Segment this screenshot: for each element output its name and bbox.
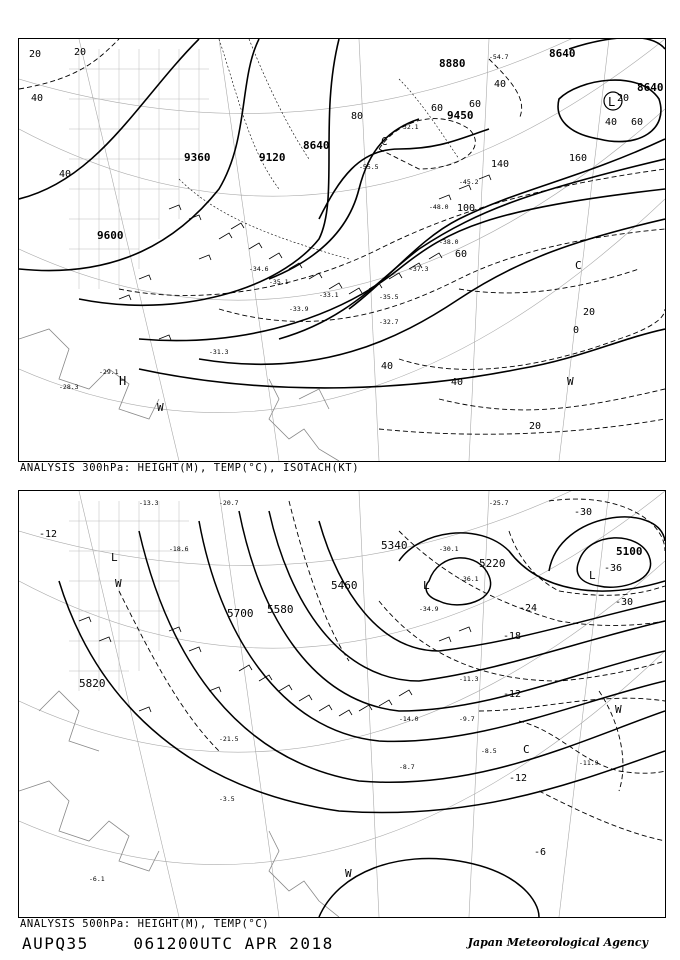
height-label: 9450 <box>447 109 474 122</box>
temp-sample: -52.1 <box>399 123 419 131</box>
chart-identifier <box>22 934 334 953</box>
height-label: 9120 <box>259 151 286 164</box>
temp-sample: -35.5 <box>379 293 399 301</box>
agency-credit: Japan Meteorological Agency <box>467 936 648 949</box>
temp-sample: -34.6 <box>249 265 269 273</box>
temp-sample: -3.5 <box>219 795 235 803</box>
isotach-label: 60 <box>455 249 468 260</box>
temp-sample: -36.1 <box>459 575 479 583</box>
isotach-label: 40 <box>59 169 72 180</box>
height-label: 5460 <box>331 579 358 592</box>
temp-sample: -6.1 <box>89 875 105 883</box>
temp-sample: -28.3 <box>59 383 79 391</box>
height-label: 9360 <box>184 151 211 164</box>
height-label: 5580 <box>267 603 294 616</box>
map-500-svg <box>19 491 665 917</box>
temp-sample: -34.9 <box>419 605 439 613</box>
height-label: 8880 <box>439 57 466 70</box>
isotach-label: 0 <box>573 325 580 336</box>
isotach-label: 20 <box>74 47 87 58</box>
isotach-label: 100 <box>457 203 476 214</box>
center-label-warm: W <box>345 867 352 880</box>
temp-sample: -11.3 <box>459 675 479 683</box>
isotach-label: 20 <box>29 49 42 60</box>
height-contours-500 <box>59 511 665 917</box>
center-label-cold: C <box>381 135 388 148</box>
chart-id-code: AUPQ35 <box>22 934 89 953</box>
graticule-300 <box>19 39 665 461</box>
isotach-label: 140 <box>491 159 510 170</box>
coastline-300 <box>19 329 339 461</box>
coastline-500 <box>19 691 339 917</box>
temp-label: -24 <box>519 603 538 614</box>
temp-sample: -20.7 <box>219 499 239 507</box>
height-label: 8640 <box>303 139 330 152</box>
temp-sample: -45.2 <box>459 178 479 186</box>
center-label-high: H <box>119 374 127 388</box>
temp-sample: -25.7 <box>489 499 509 507</box>
height-label: 9600 <box>97 229 124 242</box>
height-label: 5220 <box>479 557 506 570</box>
center-label-low: L <box>111 551 118 564</box>
isotach-label: 20 <box>529 421 542 432</box>
isotach-label: 40 <box>381 361 394 372</box>
isotach-label: 80 <box>351 111 364 122</box>
wind-barbs-500 <box>79 617 471 716</box>
height-label: 5820 <box>79 677 106 690</box>
temp-sample: -37.3 <box>409 265 429 273</box>
temp-sample: -8.7 <box>399 763 415 771</box>
isotach-label: 40 <box>31 93 44 104</box>
caption-500hpa: ANALYSIS 500hPa: HEIGHT(M), TEMP(°C) <box>20 918 270 930</box>
temp-label: -12 <box>509 773 528 784</box>
analysis-300hpa-map <box>18 38 666 462</box>
isotach-label: 40 <box>494 79 507 90</box>
valid-time: 061200UTC APR 2018 <box>133 934 334 953</box>
isotach-label: 40 <box>605 117 618 128</box>
temp-sample: -11.9 <box>579 759 599 767</box>
isotach-label: 60 <box>469 99 482 110</box>
temp-sample: -32.7 <box>379 318 399 326</box>
isotach-label: 60 <box>631 117 644 128</box>
isotach-label: 20 <box>617 93 630 104</box>
temp-sample: -38.0 <box>439 238 459 246</box>
height-contours-300 <box>19 39 665 388</box>
height-label: 8640 <box>637 81 664 94</box>
temp-sample: -8.5 <box>481 747 497 755</box>
isotach-label: 40 <box>451 377 464 388</box>
temp-sample: -14.0 <box>399 715 419 723</box>
temp-label: -6 <box>534 847 547 858</box>
data-grid-500 <box>69 501 189 691</box>
center-label-warm: W <box>567 375 574 388</box>
temp-sample: -54.7 <box>489 53 509 61</box>
wind-barbs-300 <box>119 175 491 340</box>
temp-label: -12 <box>39 529 58 540</box>
height-label: 5340 <box>381 539 408 552</box>
temp-sample: -13.3 <box>139 499 159 507</box>
temp-label: -36 <box>604 563 623 574</box>
height-labels-500 <box>79 539 643 690</box>
temp-sample: -48.0 <box>429 203 449 211</box>
temp-sample: -33.1 <box>319 291 339 299</box>
analysis-500hpa-map <box>18 490 666 918</box>
temp-sample: -18.6 <box>169 545 189 553</box>
isotach-label: 20 <box>583 307 596 318</box>
temp-label: -18 <box>503 631 522 642</box>
temp-sample: -55.5 <box>359 163 379 171</box>
temp-label: -30 <box>574 507 593 518</box>
temp-sample: -33.9 <box>289 305 309 313</box>
temp-sample: -9.7 <box>459 715 475 723</box>
height-label: 8640 <box>549 47 576 60</box>
caption-300hpa: ANALYSIS 300hPa: HEIGHT(M), TEMP(°C), ISOTACH(KT) <box>20 462 360 474</box>
temp-label: -12 <box>503 689 522 700</box>
isotach-label: 60 <box>431 103 444 114</box>
center-label-warm: W <box>115 577 122 590</box>
map-300-svg <box>19 39 665 461</box>
center-label-cold: C <box>523 743 530 756</box>
height-label: 5700 <box>227 607 254 620</box>
height-label: 5100 <box>616 545 643 558</box>
center-label-warm: W <box>615 703 622 716</box>
temp-sample: -35.1 <box>269 278 289 286</box>
temp-sample: -31.3 <box>209 348 229 356</box>
center-label-cold: C <box>575 259 582 272</box>
center-label-low: L <box>608 95 616 109</box>
temp-sample: -30.1 <box>439 545 459 553</box>
center-label-warm: W <box>157 401 164 414</box>
isotach-label: 160 <box>569 153 588 164</box>
temp-label: -30 <box>615 597 634 608</box>
temp-sample: -29.1 <box>99 368 119 376</box>
temp-sample: -21.5 <box>219 735 239 743</box>
center-label-low: L <box>589 569 596 582</box>
center-label-low: L <box>423 579 430 592</box>
